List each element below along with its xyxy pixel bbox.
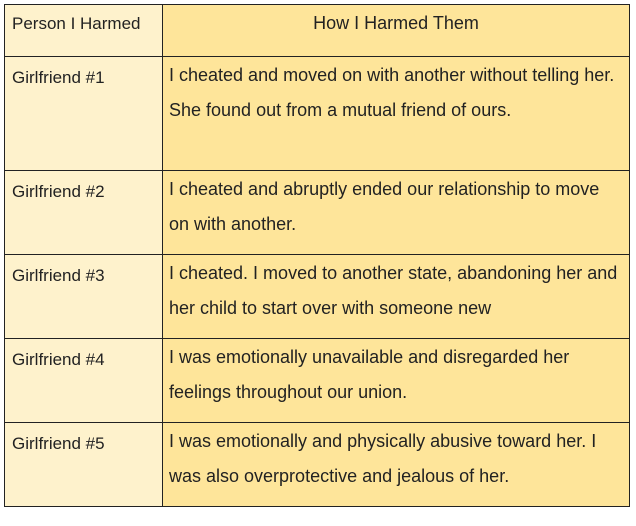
harm-cell: I cheated. I moved to another state, abandoning her and her child to start over with someone new	[163, 255, 630, 339]
table-row	[5, 339, 630, 423]
harm-table	[4, 4, 630, 507]
person-cell: Girlfriend #4	[5, 339, 163, 423]
harm-cell: I cheated and abruptly ended our relationship to move on with another.	[163, 171, 630, 255]
table-row	[5, 171, 630, 255]
harm-cell: I was emotionally unavailable and disregarded her feelings throughout our union.	[163, 339, 630, 423]
table-row	[5, 423, 630, 507]
person-cell: Girlfriend #1	[5, 57, 163, 171]
header-harm: How I Harmed Them	[163, 5, 630, 57]
person-cell: Girlfriend #2	[5, 171, 163, 255]
person-cell: Girlfriend #3	[5, 255, 163, 339]
header-row	[5, 5, 630, 57]
header-person: Person I Harmed	[5, 5, 163, 57]
harm-cell: I cheated and moved on with another without telling her. She found out from a mutual friend of ours.	[163, 57, 630, 171]
person-cell: Girlfriend #5	[5, 423, 163, 507]
table-row	[5, 57, 630, 171]
harm-cell: I was emotionally and physically abusive toward her. I was also overprotective and jealous of her.	[163, 423, 630, 507]
table-row	[5, 255, 630, 339]
